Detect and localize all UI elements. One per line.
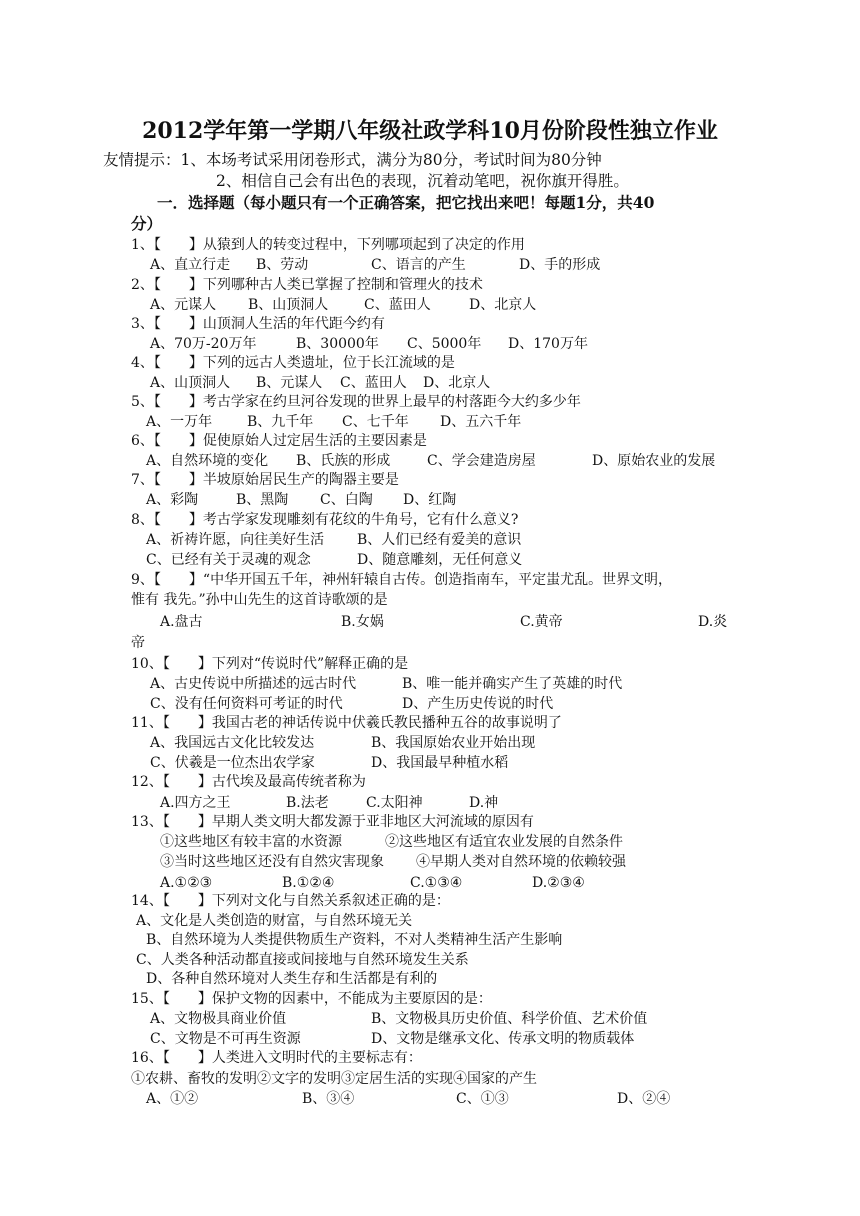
- question-15-stem: 15、【 】保护文物的因素中，不能成为主要原因的是：: [131, 991, 492, 1007]
- q15-option-c: C、文物是不可再生资源: [150, 1031, 301, 1047]
- q14-option-d: D、各种自然环境对人类生存和生活都是有利的: [146, 971, 438, 987]
- q5-option-a: A、一万年: [146, 414, 213, 430]
- q4-option-b: B、元谋人: [256, 375, 323, 391]
- q13-option-d: D.②③④: [532, 875, 585, 891]
- q9-option-b: B.女娲: [341, 614, 384, 630]
- question-10-stem: 10、【 】下列对“传说时代”解释正确的是: [131, 656, 409, 672]
- question-8-stem: 8、【 】考古学家发现雕刻有花纹的牛角号，它有什么意义?: [131, 512, 519, 528]
- question-9-stem: 9、【 】“中华开国五千年，神州轩辕自古传。创造指南车，平定蚩尤乱。世界文明，: [131, 572, 673, 588]
- q12-option-a: A.四方之王: [160, 795, 231, 811]
- q13-option-b: B.①②④: [282, 875, 335, 891]
- q3-option-a: A、70万-20万年: [150, 336, 257, 352]
- q3-option-c: C、5000年: [407, 336, 482, 352]
- question-4-stem: 4、【 】下列的远古人类遗址，位于长江流域的是: [131, 355, 455, 371]
- q16-option-c: C、①③: [456, 1091, 509, 1107]
- q3-option-d: D、170万年: [508, 336, 588, 352]
- q11-option-a: A、我国远古文化比较发达: [150, 735, 315, 751]
- q6-option-b: B、氏族的形成: [296, 453, 391, 469]
- q12-option-c: C.太阳神: [366, 795, 423, 811]
- q8-option-b: B、人们已经有爱美的意识: [357, 532, 522, 548]
- question-16-stem: 16、【 】人类进入文明时代的主要标志有：: [131, 1050, 422, 1066]
- q13-statement-4: ④早期人类对自然环境的依赖较强: [416, 854, 626, 870]
- q2-option-b: B、山顶洞人: [248, 297, 329, 313]
- question-3-stem: 3、【 】山顶洞人生活的年代距今约有: [131, 316, 385, 332]
- q15-option-b: B、文物极具历史价值、科学价值、艺术价值: [371, 1011, 648, 1027]
- q8-option-c: C、已经有关于灵魂的观念: [146, 552, 311, 568]
- question-2-stem: 2、【 】下列哪种古人类已掌握了控制和管理火的技术: [131, 277, 483, 293]
- q12-option-d: D.神: [469, 795, 499, 811]
- q10-option-d: D、产生历史传说的时代: [402, 696, 554, 712]
- q9-option-c: C.黄帝: [520, 614, 563, 630]
- q5-option-d: D、五六千年: [440, 414, 522, 430]
- q16-option-d: D、②④: [617, 1091, 671, 1107]
- q3-option-b: B、30000年: [296, 336, 379, 352]
- question-9-stem-cont: 惟有 我先。”孙中山先生的这首诗歌颂的是: [131, 592, 388, 608]
- q7-option-d: D、红陶: [403, 492, 457, 508]
- q16-option-a: A、①②: [146, 1091, 199, 1107]
- q13-statement-1: ①这些地区有较丰富的水资源: [160, 834, 342, 850]
- q1-option-c: C、语言的产生: [371, 257, 466, 273]
- q8-option-a: A、祈祷许愿，向往美好生活: [146, 532, 325, 548]
- q7-option-b: B、黑陶: [236, 492, 289, 508]
- q10-option-a: A、古史传说中所描述的远古时代: [150, 676, 357, 692]
- q10-option-c: C、没有任何资料可考证的时代: [150, 696, 343, 712]
- q6-option-d: D、原始农业的发展: [592, 453, 716, 469]
- q15-option-a: A、文物极具商业价值: [150, 1011, 287, 1027]
- question-14-stem: 14、【 】下列对文化与自然关系叙述正确的是：: [131, 893, 450, 909]
- q10-option-b: B、唯一能并确实产生了英雄的时代: [402, 676, 623, 692]
- q1-option-d: D、手的形成: [519, 257, 601, 273]
- q2-option-d: D、北京人: [469, 297, 537, 313]
- q13-option-a: A.①②③: [160, 875, 213, 891]
- q9-option-d-wrap: 帝: [131, 635, 145, 651]
- q4-option-d: D、北京人: [423, 375, 491, 391]
- page-title: 2012学年第一学期八年级社政学科10月份阶段性独立作业: [142, 118, 718, 144]
- tips-line-1: 友情提示：1、本场考试采用闭卷形式，满分为80分，考试时间为80分钟: [103, 151, 602, 169]
- question-11-stem: 11、【 】我国古老的神话传说中伏羲氏教民播种五谷的故事说明了: [131, 715, 562, 731]
- q13-statement-2: ②这些地区有适宜农业发展的自然条件: [385, 834, 623, 850]
- q8-option-d: D、随意雕刻，无任何意义: [357, 552, 523, 568]
- section-heading-cont: 分）: [131, 214, 163, 233]
- question-13-stem: 13、【 】早期人类文明大都发源于亚非地区大河流域的原因有: [131, 814, 534, 830]
- q1-option-a: A、直立行走: [150, 257, 231, 273]
- q14-option-b: B、自然环境为人类提供物质生产资料，不对人类精神生活产生影响: [146, 932, 563, 948]
- q11-option-b: B、我国原始农业开始出现: [371, 735, 536, 751]
- question-5-stem: 5、【 】考古学家在约旦河谷发现的世界上最早的村落距今大约多少年: [131, 394, 581, 410]
- q11-option-c: C、伏羲是一位杰出农学家: [150, 755, 315, 771]
- q7-option-c: C、白陶: [320, 492, 373, 508]
- q14-option-a: A、文化是人类创造的财富，与自然环境无关: [136, 913, 413, 929]
- q1-option-b: B、劳动: [256, 257, 309, 273]
- q7-option-a: A、彩陶: [146, 492, 199, 508]
- q4-option-c: C、蓝田人: [340, 375, 407, 391]
- q4-option-a: A、山顶洞人: [150, 375, 231, 391]
- tips-line-2: 2、相信自己会有出色的表现，沉着动笔吧，祝你旗开得胜。: [216, 172, 629, 190]
- q6-option-a: A、自然环境的变化: [146, 453, 269, 469]
- q2-option-c: C、蓝田人: [364, 297, 431, 313]
- section-heading: 一．选择题（每小题只有一个正确答案，把它找出来吧！每题1分，共40: [157, 193, 655, 212]
- q13-statement-3: ③当时这些地区还没有自然灾害现象: [160, 854, 384, 870]
- question-1-stem: 1、【 】从猿到人的转变过程中，下列哪项起到了决定的作用: [131, 237, 525, 253]
- q5-option-c: C、七千年: [342, 414, 409, 430]
- q16-option-b: B、③④: [302, 1091, 355, 1107]
- q9-option-d: D.炎: [698, 614, 728, 630]
- q6-option-c: C、学会建造房屋: [427, 453, 536, 469]
- q2-option-a: A、元谋人: [150, 297, 217, 313]
- q13-option-c: C.①③④: [410, 875, 463, 891]
- q9-option-a: A.盘古: [160, 614, 203, 630]
- q11-option-d: D、我国最早种植水稻: [371, 755, 509, 771]
- question-6-stem: 6、【 】促使原始人过定居生活的主要因素是: [131, 433, 427, 449]
- q12-option-b: B.法老: [286, 795, 329, 811]
- question-7-stem: 7、【 】半坡原始居民生产的陶器主要是: [131, 472, 399, 488]
- q16-statements: ①农耕、畜牧的发明②文字的发明③定居生活的实现④国家的产生: [131, 1071, 537, 1087]
- q5-option-b: B、九千年: [247, 414, 314, 430]
- q14-option-c: C、人类各种活动都直接或间接地与自然环境发生关系: [136, 952, 469, 968]
- question-12-stem: 12、【 】古代埃及最高传统者称为: [131, 774, 366, 790]
- q15-option-d: D、文物是继承文化、传承文明的物质载体: [371, 1031, 635, 1047]
